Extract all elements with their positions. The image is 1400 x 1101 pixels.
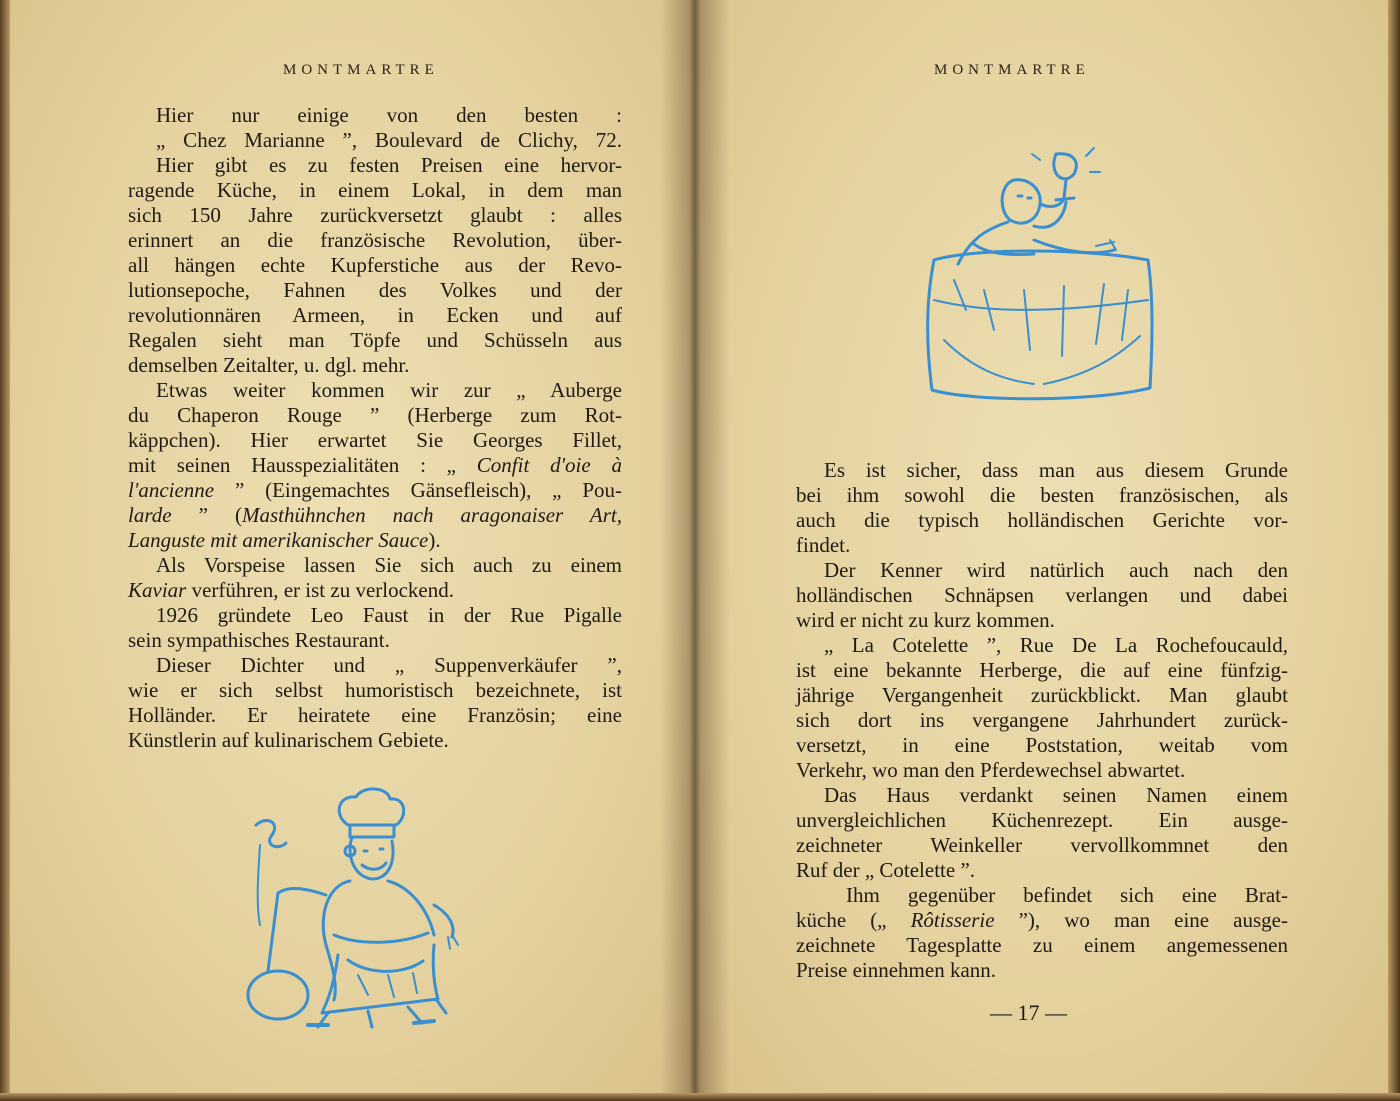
right-page	[692, 0, 1400, 1101]
text-run: küche („	[796, 908, 911, 932]
text-line: Regalen sieht man Töpfe und Schüsseln aus	[128, 328, 622, 352]
text-line: Das Haus verdankt seinen Namen einem	[824, 783, 1288, 807]
text-line: Holländer. Er heiratete eine Französin; eine	[128, 703, 622, 727]
text-line: Hier gibt es zu festen Preisen eine hervor-	[156, 153, 622, 177]
text-line: Der Kenner wird natürlich auch nach den	[824, 558, 1288, 582]
text-line: Ruf der „ Cotelette ”.	[796, 858, 976, 882]
text-line: käppchen). Hier erwartet Sie Georges Fillet,	[128, 428, 622, 452]
text-line: revolutionnären Armeen, in Ecken und auf	[128, 303, 622, 327]
text-line: Hier nur einige von den besten :	[156, 103, 622, 127]
left-page	[0, 0, 692, 1101]
text-run: mit seinen Hausspezialitäten : „	[128, 453, 477, 477]
book-edge-bottom	[0, 1093, 1400, 1101]
running-head: MONTMARTRE	[283, 62, 439, 78]
text-line: zeichneter Weinkeller vervollkommnet den	[796, 833, 1288, 857]
diner-illustration	[914, 140, 1164, 410]
text-line: demselben Zeitalter, u. dgl. mehr.	[128, 353, 410, 377]
italic-run: l'ancienne	[128, 478, 215, 502]
text-run: ” (Eingemachtes Gänsefleisch), „ Pou-	[214, 478, 622, 502]
text-line	[128, 453, 622, 478]
text-line: all hängen echte Kupferstiche aus der Revo-	[128, 253, 622, 277]
text-line: „ Chez Marianne ”, Boulevard de Clichy, 72.	[156, 128, 622, 152]
text-line: Preise einnehmen kann.	[796, 958, 997, 982]
text-line: Es ist sicher, dass man aus diesem Grunde	[824, 458, 1288, 482]
text-line: sich dort ins vergangene Jahrhundert zurück-	[796, 708, 1288, 732]
text-line	[128, 578, 622, 603]
text-line: bei ihm sowohl die besten französischen, als	[796, 483, 1288, 507]
text-line: auch die typisch holländischen Gerichte vor-	[796, 508, 1288, 532]
text-line: sein sympathisches Restaurant.	[128, 628, 390, 652]
text-line: findet.	[796, 533, 851, 557]
right-page-text	[796, 458, 1288, 983]
text-run: ”), wo man eine ausge-	[994, 908, 1288, 932]
running-head: MONTMARTRE	[934, 62, 1090, 78]
text-line: Verkehr, wo man den Pferdewechsel abwartet.	[796, 758, 1186, 782]
text-line: Etwas weiter kommen wir zur „ Auberge	[156, 378, 622, 402]
italic-run: Confit d'oie à	[476, 453, 622, 477]
text-line: zeichnete Tagesplatte zu einem angemessenen	[796, 933, 1288, 957]
text-line: wird er nicht zu kurz kommen.	[796, 608, 1055, 632]
text-run: ” (	[171, 503, 242, 527]
text-line	[128, 503, 622, 528]
text-run: verführen, er ist zu verlockend.	[191, 578, 454, 602]
italic-run: Rôtisserie	[910, 908, 995, 932]
text-line: Als Vorspeise lassen Sie sich auch zu einem	[156, 553, 622, 577]
italic-run: Languste mit amerikanischer Sauce	[128, 528, 429, 552]
text-line: Ihm gegenüber befindet sich eine Brat-	[846, 883, 1288, 907]
text-line: holländischen Schnäpsen verlangen und dabei	[796, 583, 1288, 607]
text-line: „ La Cotelette ”, Rue De La Rochefoucauld,	[824, 633, 1288, 657]
text-line: sich 150 Jahre zurückversetzt glaubt : alles	[128, 203, 622, 227]
page-number: — 17 —	[990, 1000, 1067, 1025]
text-line: du Chaperon Rouge ” (Herberge zum Rot-	[128, 403, 622, 427]
text-line: erinnert an die französische Revolution, über-	[128, 228, 622, 252]
book-edge-left	[0, 0, 10, 1101]
text-line: ist eine bekannte Herberge, die auf eine fünfzig-	[796, 658, 1288, 682]
book-edge-right	[1388, 0, 1400, 1101]
left-page-text	[128, 103, 622, 753]
text-line: Languste mit amerikanischer Sauce).	[128, 528, 441, 552]
text-line	[796, 908, 1288, 933]
text-line: unvergleichlichen Küchenrezept. Ein ausge-	[796, 808, 1288, 832]
text-line: lutionsepoche, Fahnen des Volkes und der	[128, 278, 622, 302]
text-line: wie er sich selbst humoristisch bezeichnete, ist	[128, 678, 622, 702]
text-line	[128, 478, 622, 503]
italic-run: Kaviar	[128, 578, 187, 602]
chef-illustration	[238, 785, 478, 1030]
text-line: 1926 gründete Leo Faust in der Rue Pigalle	[156, 603, 622, 627]
text-line: jährige Vergangenheit zurückblickt. Man glaubt	[796, 683, 1288, 707]
text-line: ragende Küche, in einem Lokal, in dem man	[128, 178, 622, 202]
italic-run: Masthühnchen nach aragonaiser Art,	[241, 503, 622, 527]
italic-run: larde	[128, 503, 172, 527]
text-line: Künstlerin auf kulinarischem Gebiete.	[128, 728, 449, 752]
text-line: Dieser Dichter und „ Suppenverkäufer ”,	[156, 653, 622, 677]
text-line: versetzt, in eine Poststation, weitab vom	[796, 733, 1288, 757]
